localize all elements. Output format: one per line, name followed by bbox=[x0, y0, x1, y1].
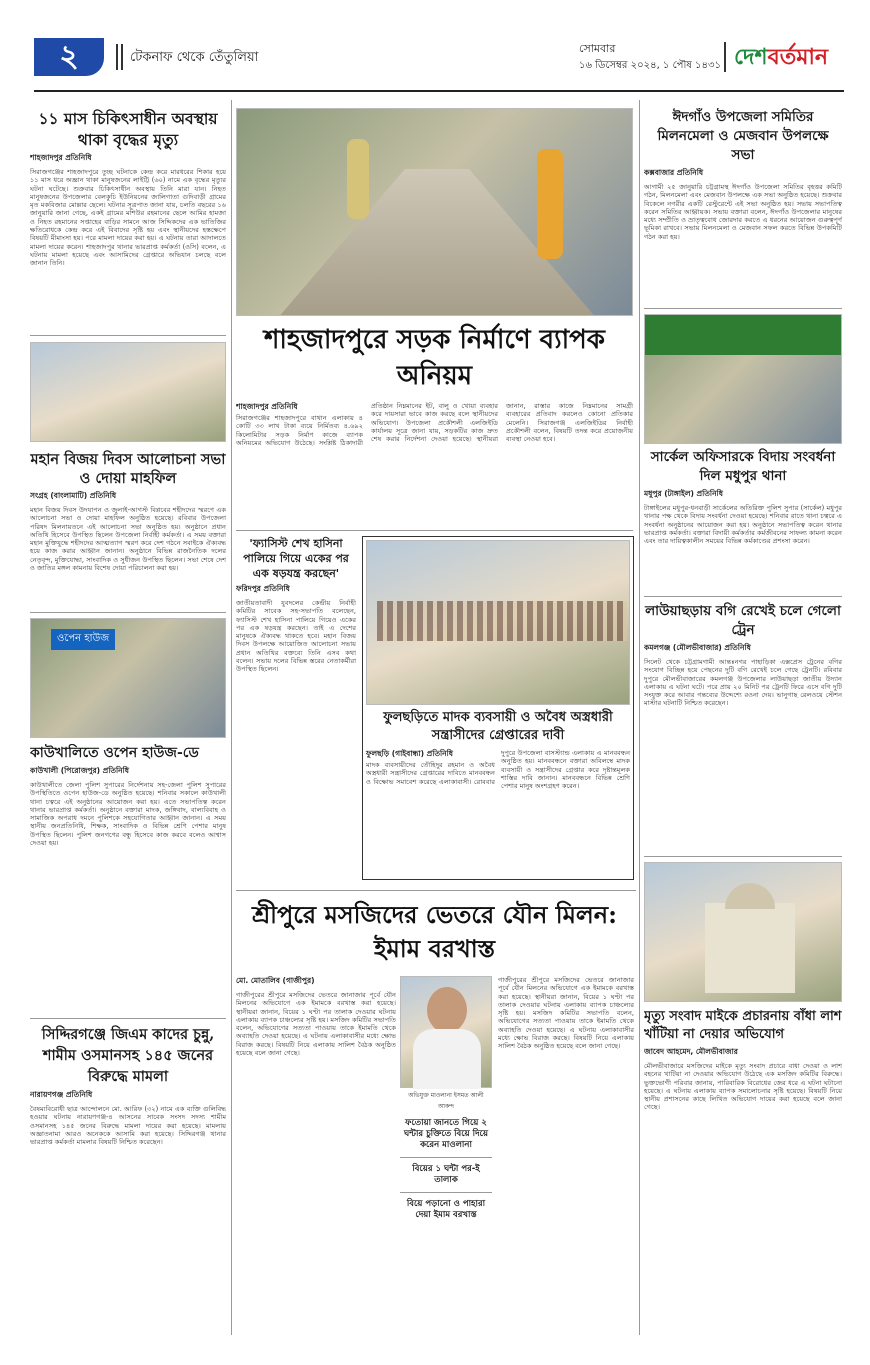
main-headline: শাহজাদপুরে সড়ক নির্মাণে ব্যাপক অনিয়ম bbox=[263, 325, 605, 391]
article-siddhirganj-case bbox=[30, 1024, 226, 1334]
article-body: টাঙ্গাইলের মধুপুর-ধনবাড়ী সার্কেলের অতিরিক্ত পুলিশ সুপার (সার্কেল) মধুপুর থানার পক্ষ থেকে বিদায় সংবর্ধনা দেওয়া হয়েছে। শনিবার রাতে থানা চত্বরে এ সংবর্ধনা অনুষ্ঠানের আয়োজন করা হয়। অনুষ্ঠানে সভাপতিত্ব করেন থানার ভারপ্রাপ্ত কর্মকর্তা। বক্তারা বিদায়ী কর্মকর্তার কর্মজীবনের সাফল্য কামনা করেন এবং তার দায়িত্বকালীন সময়ের বিভিন্ন কর্মকাণ্ডের প্রশংসা করেন। bbox=[644, 504, 842, 546]
byline: কক্সবাজার প্রতিনিধি bbox=[644, 168, 704, 177]
byline: নারায়ণগঞ্জ প্রতিনিধি bbox=[30, 1090, 93, 1099]
farewell-photo bbox=[644, 314, 842, 444]
article-body: গাজীপুরের শ্রীপুরে মসজিদের ভেতরে জানাজার পূর্বে যৌন মিলনের অভিযোগে এক ইমামকে বরখাস্ত করা হয়েছে। স্থানীয়রা জানান, বিয়ের ১ ঘণ্টা পর তালাক দেওয়ার ঘটনায় এলাকায় ব্যাপক চাঞ্চল্যের সৃষ্টি হয়। মসজিদ কমিটির সভাপতি বলেন, অভিযোগের সত্যতা পাওয়ায় তাকে ইমামতি থেকে অব্যাহতি দেওয়া হয়েছে। এ ঘটনায় এলাকাবাসীর মধ্যে ক্ষোভ বিরাজ করছে। বিষয়টি নিয়ে এলাকায় সালিশ বৈঠক অনুষ্ঠিত হয়েছে বলে জানা গেছে। bbox=[236, 991, 396, 1058]
article-body: জাতীয়তাবাদী যুবদলের কেন্দ্রীয় নির্বাহী কমিটির সাবেক সহ-সভাপতি বলেছেন, ফ্যাসিস্ট শেখ হাসিনা পালিয়ে গিয়েও একের পর এক ষড়যন্ত্র করছেন। তাই এ দেশের মানুষকে ঐক্যবদ্ধ থাকতে হবে। মহান বিজয় দিবস উপলক্ষে আয়োজিত আলোচনা সভায় প্রধান অতিথির বক্তব্যে তিনি এসব কথা বলেন। সভায় দলের বিভিন্ন স্তরের নেতাকর্মীরা উপস্থিত ছিলেন। bbox=[236, 599, 356, 674]
headline: সার্কেল অফিসারকে বিদায় সংবর্ধনা দিল মধুপুর থানা bbox=[650, 449, 836, 484]
headline: লাউয়াছড়ায় বগি রেখেই চলে গেলো ট্রেন bbox=[645, 603, 841, 638]
byline: কাউখালী (পিরোজপুর) প্রতিনিধি bbox=[30, 766, 129, 775]
byline: জাবেদ আহমেদ, মৌলভীবাজার bbox=[644, 1047, 738, 1056]
byline: শাহজাদপুর প্রতিনিধি bbox=[236, 402, 298, 411]
article-mosque-cont bbox=[498, 976, 634, 1336]
byline: মো. মোতালিব (গাজীপুর) bbox=[236, 976, 315, 985]
article-open-house bbox=[30, 744, 226, 914]
pull-quote-3: বিয়ে পড়ানো ও পাহারা দেয়া ইমাম বরখাস্ত bbox=[406, 1199, 486, 1220]
headline: 'ফ্যাসিস্ট শেখ হাসিনা পালিয়ে গিয়ে একের পর এক ষড়যন্ত্র করছেন' bbox=[243, 537, 349, 580]
masthead bbox=[34, 36, 844, 80]
article-body: সিরাজগঞ্জের শাহজাদপুরে বাথান এলাকায় ৪ কোটি ৩৩ লাখ টাকা ব্যয়ে নির্মিতব্য ৪.৬৯২ কিলোমিটার সড়ক নির্মাণ কাজে ব্যাপক অনিয়মের অভিযোগ উঠেছে। সংশ্লিষ্ট ঠিকাদারী প্রতিষ্ঠান নিম্নমানের ইট, বালু ও খোয়া ব্যবহার করে দায়সারা ভাবে কাজ করছে বলে স্থানীয়দের অভিযোগ। উপজেলা প্রকৌশলী এলজিইডি কার্যালয় সূত্রে জানা যায়, সড়কটির কাজ দ্রুত শেষ করার নির্দেশনা দেওয়া হয়েছে। স্থানীয়রা জানান, রাস্তার কাজে নিম্নমানের সামগ্রী ব্যবহারের প্রতিবাদ করলেও কোনো প্রতিকার মেলেনি। সিরাজগঞ্জ এলজিইডির নির্বাহী প্রকৌশলী বলেন, বিষয়টি তদন্ত করে প্রয়োজনীয় ব্যবস্থা নেওয়া হবে। bbox=[236, 402, 633, 447]
byline: ফরিদপুর প্রতিনিধি bbox=[236, 584, 290, 593]
article-death-news bbox=[644, 1008, 842, 1334]
imam-photo-box bbox=[400, 976, 492, 1336]
page-number: ২ bbox=[59, 39, 79, 74]
human-chain-photo bbox=[366, 540, 630, 705]
day-label: সোমবার bbox=[579, 42, 616, 55]
article-fulchhari-box bbox=[362, 536, 634, 880]
article-body: মৌলভীবাজারে মসজিদের মাইকে মৃত্যু সংবাদ প্রচারে বাধা দেওয়া ও লাশ বহনের খাটিয়া না দেওয়ার অভিযোগ উঠেছে এক মসজিদ কমিটির বিরুদ্ধে। ভুক্তভোগী পরিবার জানায়, পারিবারিক বিরোধের জের ধরে এ ঘটনা ঘটানো হয়েছে। এ ঘটনায় এলাকায় ব্যাপক সমালোচনার সৃষ্টি হয়েছে। বিষয়টি নিয়ে স্থানীয় প্রশাসনের কাছে লিখিত অভিযোগ দায়ের করা হয়েছে বলে জানা গেছে। bbox=[644, 1062, 842, 1112]
mosque-photo bbox=[644, 862, 842, 1002]
article-old-man-death bbox=[30, 108, 226, 333]
headline: মহান বিজয় দিবস আলোচনা সভা ও দোয়া মাহফিল bbox=[30, 451, 226, 487]
byline: শাহজাদপুর প্রতিনিধি bbox=[30, 153, 92, 162]
page-number-box bbox=[34, 38, 104, 76]
pull-quote-1: ফতোয়া জানতে গিয়ে ২ ঘন্টার চুক্তিতে বিয়ে দিয়ে করেন মাওলানা bbox=[404, 1118, 488, 1150]
article-body: আগামী ২৫ জানুয়ারি চট্টগ্রামস্থ ঈদগাঁও উপজেলা সমিতির বৃহত্তর কমিটি গঠন, মিলনমেলা এবং মেজবান উপলক্ষে এক সভা অনুষ্ঠিত হয়েছে। শুক্রবার বিকেলে নগরীর একটি রেস্টুরেন্টে এই সভা অনুষ্ঠিত হয়। সভায় সভাপতিত্ব করেন সমিতির আহ্বায়ক। সভায় বক্তারা বলেন, ঈদগাঁও উপজেলার মানুষের মধ্যে সম্প্রীতি ও ভ্রাতৃত্ববোধ জোরদার করতে এ ধরনের আয়োজন গুরুত্বপূর্ণ ভূমিকা রাখবে। সভায় মিলনমেলা ও মেজবান সফল করতে বিভিন্ন উপকমিটি গঠন করা হয়। bbox=[644, 183, 842, 241]
headline: মৃত্যু সংবাদ মাইকে প্রচারনায় বাঁধা লাশ খাঁটিয়া না দেয়ার অভিযোগ bbox=[644, 1009, 842, 1042]
article-victory-day bbox=[30, 450, 226, 610]
photo-caption: অভিযুক্ত মাওলানা ইসমত আলী আকন্দ bbox=[408, 1092, 484, 1110]
article-body: মহান বিজয় দিবস উদযাপন ও জুলাই-আগস্ট বিপ্লবের শহীদদের স্মরণে এক আলোচনা সভা ও দোয়া মাহফিল অনুষ্ঠিত হয়েছে। রবিবার উপজেলা পরিষদ মিলনায়তনে এই আলোচনা সভা অনুষ্ঠিত হয়। অনুষ্ঠানে প্রধান অতিথি হিসেবে উপস্থিত ছিলেন উপজেলা নির্বাহী কর্মকর্তা। এ সময় বক্তারা মহান মুক্তিযুদ্ধে শহীদদের আত্মত্যাগ স্মরণ করে দেশ গঠনে সবাইকে ঐক্যবদ্ধ হয়ে কাজ করার আহ্বান জানান। অনুষ্ঠানে বিভিন্ন রাজনৈতিক দলের নেতৃবৃন্দ, মুক্তিযোদ্ধা, সাংবাদিক ও সুধীজন উপস্থিত ছিলেন। সভা শেষে দেশ ও জাতির মঙ্গল কামনায় বিশেষ দোয়া পরিচালনা করা হয়। bbox=[30, 506, 226, 573]
mosque-headline: শ্রীপুরে মসজিদের ভেতরে যৌন মিলন: ইমাম বরখাস্ত bbox=[252, 900, 617, 963]
brand-part1: দেশ bbox=[734, 44, 768, 70]
pull-quote-2: বিয়ের ১ ঘন্টা পর-ই তালাক bbox=[412, 1164, 480, 1185]
article-train bbox=[644, 602, 842, 852]
headline: কাউখালিতে ওপেন হাউজ-ডে bbox=[30, 745, 199, 761]
open-house-photo bbox=[30, 618, 226, 738]
headline: ১১ মাস চিকিৎসাধীন অবস্থায় থাকা বৃদ্ধের মৃত্যু bbox=[38, 109, 218, 149]
main-article bbox=[236, 402, 633, 527]
article-mosque bbox=[236, 976, 396, 1336]
byline: ফুলছড়ি (গাইবান্ধা) প্রতিনিধি bbox=[366, 749, 453, 758]
headline: ঈদগাঁও উপজেলা সমিতির মিলনমেলা ও মেজবান উপলক্ষে সভা bbox=[657, 109, 829, 163]
victory-day-photo bbox=[30, 342, 226, 442]
article-body-continued: গাজীপুরের শ্রীপুরে মসজিদের ভেতরে জানাজার পূর্বে যৌন মিলনের অভিযোগে এক ইমামকে বরখাস্ত করা হয়েছে। স্থানীয়রা জানান, বিয়ের ১ ঘণ্টা পর তালাক দেওয়ার ঘটনায় এলাকায় ব্যাপক চাঞ্চল্যের সৃষ্টি হয়। মসজিদ কমিটির সভাপতি বলেন, অভিযোগের সত্যতা পাওয়ায় তাকে ইমামতি থেকে অব্যাহতি দেওয়া হয়েছে। এ ঘটনায় এলাকাবাসীর মধ্যে ক্ষোভ বিরাজ করছে। বিষয়টি নিয়ে এলাকায় সালিশ বৈঠক অনুষ্ঠিত হয়েছে বলে জানা গেছে। bbox=[498, 976, 634, 1051]
byline: সংগ্রহ (বাংলামাটি) প্রতিনিধি bbox=[30, 491, 117, 500]
road-construction-photo bbox=[236, 108, 633, 316]
article-madhupur bbox=[644, 448, 842, 598]
headline: ফুলছড়িতে মাদক ব্যবসায়ী ও অবৈধ অস্ত্রধারী সন্ত্রাসীদের গ্রেপ্তারের দাবী bbox=[383, 710, 613, 743]
article-body: কাউখালীতে জেলা পুলিশ সুপারের নির্দেশনায় সহ-জেলা পুলিশ সুপারের উপস্থিতিতে ওপেন হাউজ-ডে অনুষ্ঠিত হয়েছে। শনিবার সকালে কাউখালী থানা চত্বরে এই অনুষ্ঠানের আয়োজন করা হয়। এতে সভাপতিত্ব করেন থানার ভারপ্রাপ্ত কর্মকর্তা। অনুষ্ঠানে বক্তারা মাদক, জঙ্গিবাদ, বাল্যবিবাহ ও সামাজিক অপরাধ দমনে পুলিশকে সহযোগিতার আহ্বান জানান। এ সময় স্থানীয় জনপ্রতিনিধি, শিক্ষক, সাংবাদিক ও বিভিন্ন শ্রেণি পেশার মানুষ উপস্থিত ছিলেন। পুলিশ জনগণের বন্ধু হিসেবে কাজ করবে বলেও আশ্বাস দেওয়া হয়। bbox=[30, 781, 226, 848]
imam-photo bbox=[400, 976, 492, 1088]
article-fascist bbox=[236, 536, 356, 876]
byline: মধুপুর (টাঙ্গাইল) প্রতিনিধি bbox=[644, 489, 723, 498]
headline: সিদ্দিরগঞ্জে জিএম কাদের চুন্নু, শামীম ওসমানসহ ১৪৫ জনের বিরুদ্ধে মামলা bbox=[41, 1026, 215, 1085]
article-body: বৈষম্যবিরোধী ছাত্র আন্দোলনে মো. আরিফ (৩২) নামে এক ব্যক্তি গুলিবিদ্ধ হওয়ার ঘটনায় নারায়ণগঞ্জ-৪ আসনের সাবেক সংসদ সদস্য শামীম ওসমানসহ ১৪৫ জনের বিরুদ্ধে মামলা দায়ের করা হয়েছে। মামলায় অজ্ঞাতনামা আরও অনেককে আসামি করা হয়েছে। সিদ্দিরগঞ্জ থানার ভারপ্রাপ্ত কর্মকর্তা মামলার বিষয়টি নিশ্চিত করেছেন। bbox=[30, 1105, 226, 1147]
brand-part2: বর্তমান bbox=[767, 44, 828, 70]
section-title: টেকনাফ থেকে তেঁতুলিয়া bbox=[130, 50, 259, 65]
date-label: ১৬ ডিসেম্বর ২০২৪, ১ পৌষ ১৪৩১ bbox=[579, 60, 721, 71]
article-body: সিলেট থেকে চট্টগ্রামগামী আন্তঃনগর পাহাড়িকা এক্সপ্রেস ট্রেনের বগির সংযোগ বিচ্ছিন্ন হয়ে পেছনের দুটি বগি রেখেই চলে গেছে ট্রেনটি। রবিবার দুপুরে মৌলভীবাজারের কমলগঞ্জ উপজেলার লাউয়াছড়া জাতীয় উদ্যান এলাকায় এ ঘটনা ঘটে। পরে প্রায় ২০ মিনিট পর ট্রেনটি ফিরে এসে বগি দুটি সংযুক্ত করে আবার গন্তব্যের উদ্দেশ্যে রওনা দেয়। ভানুগাছ রেলওয়ে স্টেশন মাস্টার ঘটনাটি নিশ্চিত করেছেন। bbox=[644, 658, 842, 708]
article-body: মাদক ব্যবসায়ীদের তৌহিদুর রহমান ও অবৈধ অস্ত্রধারী সন্ত্রাসীদের গ্রেপ্তারের দাবিতে মানববন্ধন ও বিক্ষোভ সমাবেশ করেছে এলাকাবাসী। রোববার দুপুরে উপজেলা বাসস্ট্যান্ড এলাকায় এ মানববন্ধন অনুষ্ঠিত হয়। মানববন্ধনে বক্তারা অবিলম্বে মাদক ব্যবসায়ী ও সন্ত্রাসীদের গ্রেপ্তার করে দৃষ্টান্তমূলক শাস্তির দাবি জানান। মানববন্ধনে বিভিন্ন শ্রেণি পেশার মানুষ অংশগ্রহণ করেন। bbox=[366, 749, 630, 791]
article-body: সিরাজগঞ্জের শাহজাদপুরে তুচ্ছ ঘটনাকে কেন্দ্র করে মারধরের শিকার হয়ে ১১ মাস ধরে অজ্ঞান থাকা মানুষজনের লাইট্টি (৬০) নামে এক বৃদ্ধের মৃত্যুর ঘটনা ঘটেছে। শুক্রবার চিকিৎসাধীন অবস্থায় তিনি মারা যান। নিহত মানুষজনের উপজেলার বেলকুচি ইউনিয়নের জালিগাতা গুদিবাড়ী গ্রামের মৃত মকবিজার মোল্লার ছেলে। ঘটনার সূত্রপাত জানা যায়, চলতি বছরের ১৬ জানুয়ারি জানা গেছে, একই গ্রামের মশিউর রহমানের ছেলে আমির হামজা ও নিহত রহমানের সপ্তাহের বাড়ির সামনে আজ সিদ্দিকদের এক ভাতিজির ক্ষতিরোধকে কেন্দ্র করে এই বিবাদের সৃষ্টি হয় এবং স্থানীয়দের হস্তক্ষেপে বিষয়টি মীমাংসা হয়। পরে মামলা দায়ের করা হয়। এ ঘটনায় তারা আদালতে মামলা দায়ের করেন। শাহজাদপুর থানার ভারপ্রাপ্ত কর্মকর্তা (ওসি) বলেন, এ ঘটনায় মামলা হয়েছে এবং আসামিদের গ্রেপ্তারে অভিযান চলছে বলে জানান তিনি। bbox=[30, 168, 226, 268]
article-eidgaon bbox=[644, 108, 842, 308]
open-house-banner: ওপেন হাউজ bbox=[51, 629, 115, 650]
byline: কমলগঞ্জ (মৌলভীবাজার) প্রতিনিধি bbox=[644, 643, 751, 652]
brand-logo bbox=[734, 40, 828, 77]
